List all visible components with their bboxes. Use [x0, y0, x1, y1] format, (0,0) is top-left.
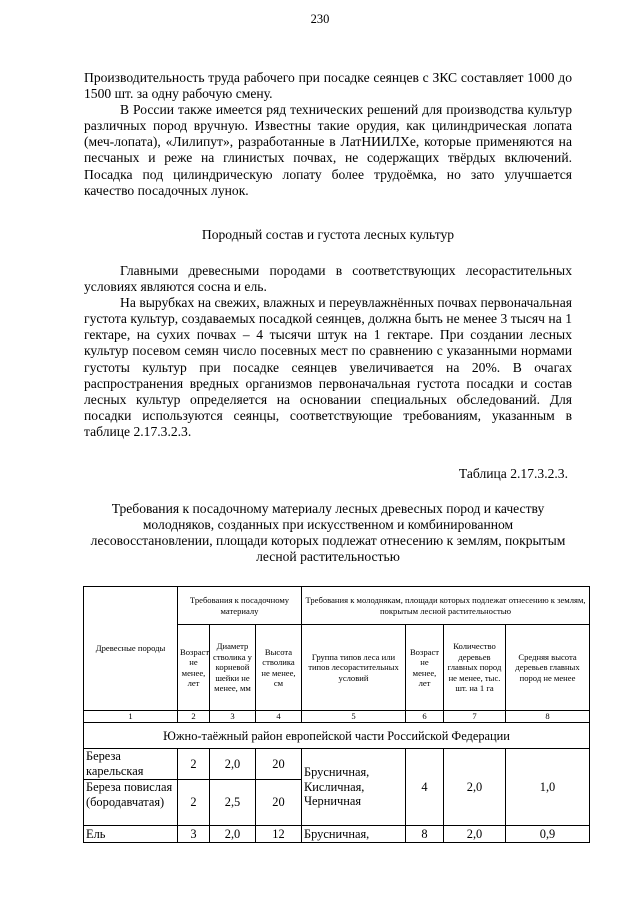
region-row: Южно-таёжный район европейской части Российской Федерации	[84, 723, 590, 749]
column-number: 2	[178, 711, 210, 723]
table-row	[84, 749, 590, 780]
header-forest-group: Группа типов леса или типов лесорастительных условий	[302, 625, 406, 711]
requirements-table	[83, 586, 590, 843]
paragraph-4: На вырубках на свежих, влажных и переувлажнённых почвах первоначальная густота культур, создаваемых посадкой сеянцев, должна быть не менее 3 тысяч на 1 гектаре, на сухих почвах – 4 тысячи штук на 1 гектаре. При создании лесных культур посевом семян число посевных мест по сравнению с указанными нормами густоты культур при посадке сеянцев увеличивается на 20%. В очагах распространения вредных организмов первоначальная густота посадки и состав лесных культур определяется на основании специальных обследований. Для посадки используются сеянцы, соответствующие требованиям, указанным в таблице 2.17.3.2.3.	[84, 295, 572, 439]
column-number: 7	[444, 711, 506, 723]
species-cell: Береза карельская	[84, 749, 178, 780]
diameter-cell: 2,0	[210, 749, 256, 780]
height-cell: 12	[256, 826, 302, 843]
header-species: Древесные породы	[84, 587, 178, 711]
header-age: Возраст не менее, лет	[178, 625, 210, 711]
young-age-cell: 8	[406, 826, 444, 843]
average-height-cell: 1,0	[506, 749, 590, 826]
header-tree-count: Количество деревьев главных пород не менее, тыс. шт. на 1 га	[444, 625, 506, 711]
column-number: 4	[256, 711, 302, 723]
column-number: 3	[210, 711, 256, 723]
diameter-cell: 2,0	[210, 826, 256, 843]
age-cell: 2	[178, 749, 210, 780]
tree-count-cell: 2,0	[444, 749, 506, 826]
column-number: 8	[506, 711, 590, 723]
header-diameter: Диаметр стволика у корневой шейки не менее, мм	[210, 625, 256, 711]
species-cell: Ель	[84, 826, 178, 843]
height-cell: 20	[256, 749, 302, 780]
table-caption: Требования к посадочному материалу лесных древесных пород и качеству молодняков, созданных при искусственном и комбинированном лесовосстановлении, площади которых подлежат отнесению к землям, покрытым лесной растительностью	[90, 501, 566, 565]
column-number: 1	[84, 711, 178, 723]
page-number: 230	[310, 12, 330, 26]
header-average-height: Средняя высота деревьев главных пород не менее	[506, 625, 590, 711]
forest-group-cell: Брусничная,	[302, 826, 406, 843]
column-number: 6	[406, 711, 444, 723]
header-young-stands: Требования к молоднякам, площади которых подлежат отнесению к землям, покрытым лесной растительностью	[302, 587, 590, 625]
table-row	[84, 826, 590, 843]
table-number: Таблица 2.17.3.2.3.	[458, 466, 568, 481]
header-height: Высота стволика не менее, см	[256, 625, 302, 711]
age-cell: 2	[178, 780, 210, 826]
tree-count-cell: 2,0	[444, 826, 506, 843]
species-cell: Береза повислая (бородавчатая)	[84, 780, 178, 826]
paragraph-1: Производительность труда рабочего при посадке сеянцев с ЗКС составляет 1000 до 1500 шт. за одну рабочую смену.	[84, 70, 572, 102]
young-age-cell: 4	[406, 749, 444, 826]
diameter-cell: 2,5	[210, 780, 256, 826]
section-heading: Породный состав и густота лесных культур	[201, 227, 455, 242]
height-cell: 20	[256, 780, 302, 826]
column-number: 5	[302, 711, 406, 723]
average-height-cell: 0,9	[506, 826, 590, 843]
column-numbers-row	[84, 711, 590, 723]
paragraph-3: Главными древесными породами в соответствующих лесорастительных условиях являются сосна и ель.	[84, 263, 572, 295]
age-cell: 3	[178, 826, 210, 843]
text-block-2	[84, 263, 572, 440]
forest-group-cell: Брусничная, Кисличная, Черничная	[302, 749, 406, 826]
paragraph-2: В России также имеется ряд технических решений для производства культур различных пород вручную. Известны такие орудия, как цилиндрическая лопата (меч-лопата), «Лилипут», разработанные в ЛатНИИЛХе, которые применяются на песчаных и реже на глинистых почвах, не содержащих твёрдых включений. Посадка под цилиндрическую лопату более трудоёмка, но зато улучшается качество посадочных лунок.	[84, 102, 572, 198]
text-block-1	[84, 70, 572, 199]
header-age-young: Возраст не менее, лет	[406, 625, 444, 711]
header-planting-material: Требования к посадочному материалу	[178, 587, 302, 625]
